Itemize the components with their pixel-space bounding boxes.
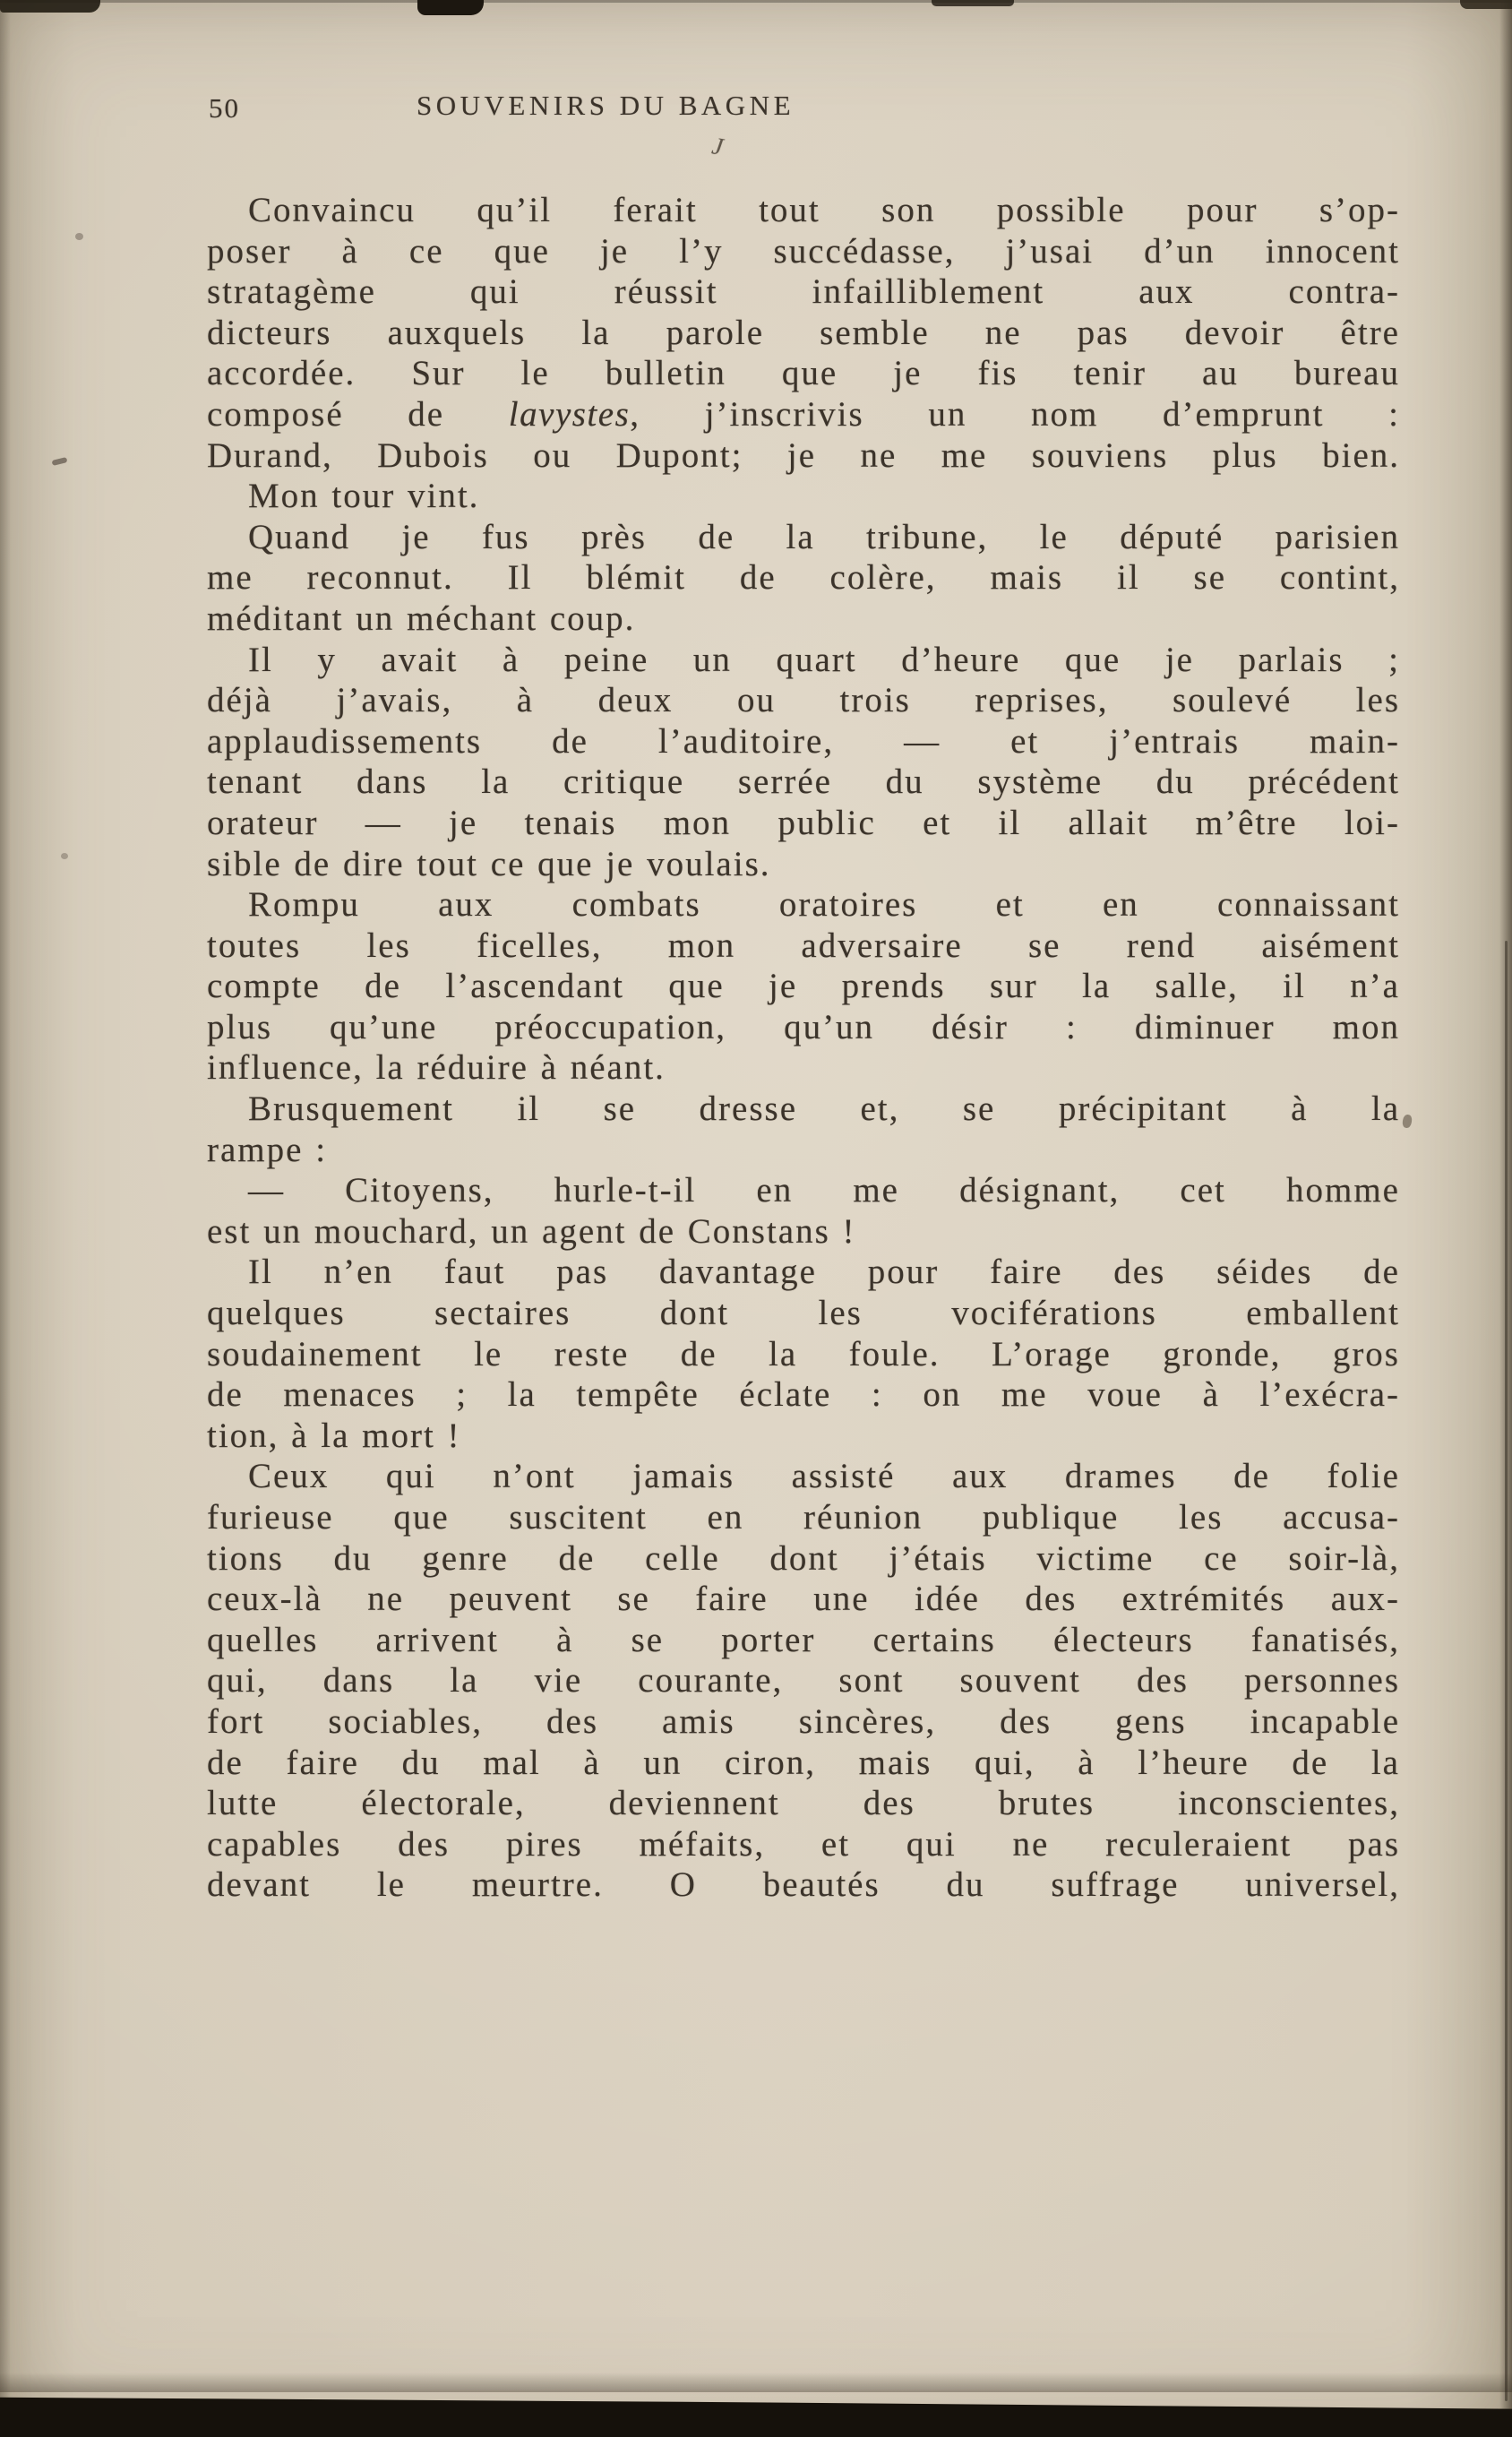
text-line: Brusquement il se dresse et, se précipitant à la [248, 1089, 1400, 1129]
text-line: toutes les ficelles, mon adversaire se rend aisément [207, 926, 1400, 965]
paragraph [207, 1089, 1400, 1170]
paragraph [207, 517, 1400, 640]
text-line: plus qu’une préoccupation, qu’un désir : diminuer mon [207, 1007, 1400, 1046]
text-line: tion, à la mort ! [207, 1416, 461, 1455]
paragraph [207, 476, 1400, 517]
ink-speck [75, 233, 83, 240]
running-title: SOUVENIRS DU BAGNE [416, 90, 795, 121]
text-block [207, 190, 1400, 1906]
text-line: stratagème qui réussit infailliblement aux contra- [207, 272, 1400, 312]
text-line: influence, la réduire à néant. [207, 1048, 666, 1088]
ink-smudge-mark: J [709, 132, 726, 160]
ink-speck [61, 853, 68, 859]
text-line: de faire du mal à un ciron, mais qui, à l’heure de la [207, 1743, 1400, 1782]
text-line: rampe : [207, 1130, 328, 1169]
text-line: quelles arrivent à se porter certains électeurs fanatisés, [207, 1620, 1400, 1659]
text-line: dicteurs auxquels la parole semble ne pas devoir être [207, 313, 1400, 352]
scan-bottom-shadow [0, 2372, 1512, 2392]
scan-smudge-top-mid [932, 0, 1014, 6]
text-line: sible de dire tout ce que je voulais. [207, 844, 771, 883]
text-line: orateur — je tenais mon public et il allait m’être loi- [207, 803, 1400, 842]
text-line: Ceux qui n’ont jamais assisté aux drames de folie [248, 1457, 1400, 1496]
text-line: capables des pires méfaits, et qui ne reculeraient pas [207, 1824, 1400, 1864]
scan-edge-right [1499, 0, 1512, 2437]
text-line: me reconnut. Il blémit de colère, mais il se contint, [207, 558, 1400, 598]
scan-smudge-top-center [417, 0, 484, 15]
scan-top-edge [0, 0, 1512, 3]
text-line: Durand, Dubois ou Dupont; je ne me souviens plus bien. [207, 435, 1400, 475]
text-line: fort sociables, des amis sincères, des gens incapable [207, 1701, 1400, 1741]
text-line: est un mouchard, un agent de Constans ! [207, 1211, 856, 1251]
text-line: qui, dans la vie courante, sont souvent des personnes [207, 1661, 1400, 1701]
text-line: — Citoyens, hurle-t-il en me désignant, cet homme [248, 1171, 1400, 1210]
text-line: Mon tour vint. [248, 477, 480, 516]
text-line: Quand je fus près de la tribune, le député parisien [248, 517, 1400, 556]
text-line: composé de lavystes, j’inscrivis un nom d’emprunt : [207, 394, 1400, 434]
paragraph [207, 1456, 1400, 1906]
text-line: ceux-là ne peuvent se faire une idée des extrémités aux- [207, 1580, 1400, 1619]
ink-speck [1402, 1114, 1413, 1129]
text-line: applaudissements de l’auditoire, — et j’entrais main- [207, 721, 1400, 761]
text-line: tions du genre de celle dont j’étais victime ce soir-là, [207, 1538, 1400, 1578]
text-line: Rompu aux combats oratoires et en connaissant [248, 885, 1400, 925]
text-line: quelques sectaires dont les vociférations emballent [207, 1294, 1400, 1333]
text-line: lutte électorale, deviennent des brutes inconscientes, [207, 1784, 1400, 1823]
text-line: tenant dans la critique serrée du système du précédent [207, 762, 1400, 802]
scan-smudge-top-left [0, 0, 100, 13]
text-line: compte de l’ascendant que je prends sur la salle, il n’a [207, 967, 1400, 1006]
scan-edge-right-line [1505, 941, 1508, 2401]
text-line: de menaces ; la tempête éclate : on me voue à l’exécra- [207, 1375, 1400, 1415]
scan-smudge-top-right [1460, 0, 1512, 9]
text-line: furieuse que suscitent en réunion publique les accusa- [207, 1498, 1400, 1537]
text-line: soudainement le reste de la foule. L’orage gronde, gros [207, 1334, 1400, 1374]
paragraph [207, 884, 1400, 1089]
paragraph [207, 1170, 1400, 1252]
page-number: 50 [209, 92, 240, 124]
text-line: méditant un méchant coup. [207, 598, 636, 638]
paragraph [207, 1252, 1400, 1456]
ink-speck [52, 457, 68, 466]
text-line: déjà j’avais, à deux ou trois reprises, soulevé les [207, 681, 1400, 720]
text-line: devant le meurtre. O beautés du suffrage universel, [207, 1865, 1400, 1905]
text-line: Il n’en faut pas davantage pour faire des séides de [248, 1253, 1400, 1292]
scan-bottom-edge-band [0, 2389, 1512, 2437]
scan-edge-left [0, 0, 11, 2437]
paragraph [207, 190, 1400, 476]
running-head [0, 90, 1512, 133]
text-line: Convaincu qu’il ferait tout son possible pour s’op- [248, 191, 1400, 229]
text-line: accordée. Sur le bulletin que je fis tenir au bureau [207, 354, 1400, 393]
paragraph [207, 640, 1400, 885]
text-line: Il y avait à peine un quart d’heure que je parlais ; [248, 640, 1400, 679]
text-line: poser à ce que je l’y succédasse, j’usai d’un innocent [207, 231, 1400, 271]
